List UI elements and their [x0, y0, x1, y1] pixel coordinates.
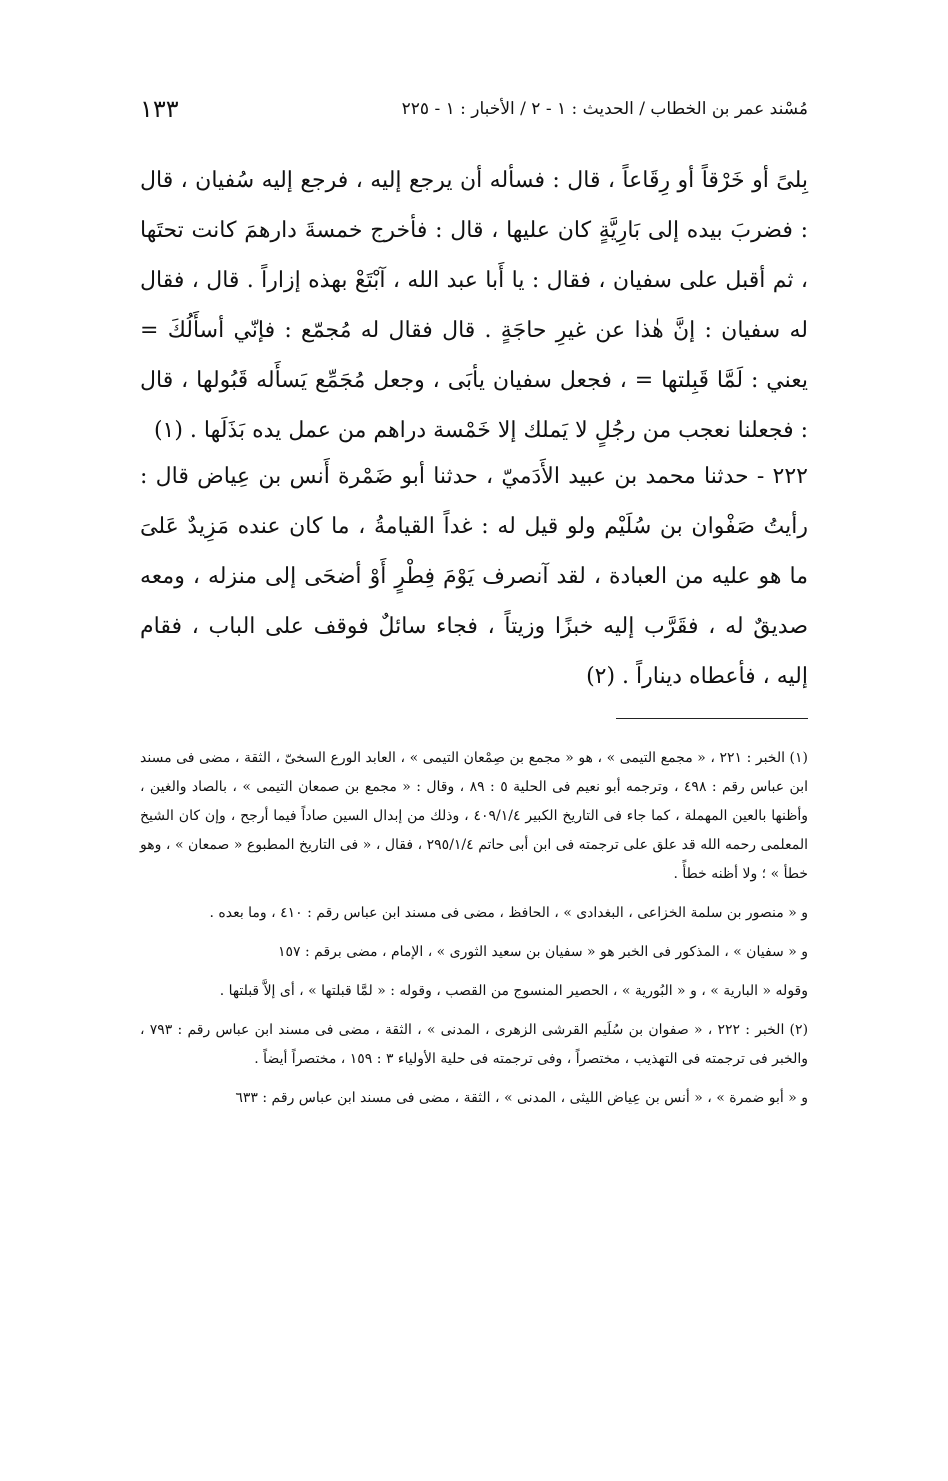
running-head: مُسْند عمر بن الخطاب / الحديث : ١ - ٢ / الأخبار : ١ - ٢٢٥	[401, 99, 808, 119]
main-paragraph-1: بِلىً أو خَرْقاً أو رِقَاعاً ، قال : فسأله أن يرجع إليه ، فرجع إليه سُفيان ، قال : فضربَ بيده إلى بَارِيَّةٍ كان عليها ، قال : فأخرج خمسةَ دارهمَ كانت تحتَها ، ثم أقبل على سفيان ، فقال : يا أَبا عبد الله ، آبْتَعْ بهذه إزاراً . قال ، فقال له سفيان : إنَّ هٰذا عن غيرِ حاجَةٍ . قال فقال له مُجمّع : فإنّي أسأَلُكَ = يعني : لَمَّا قَبِلتها = ، فجعل سفيان يأبَى ، وجعل مُجَمِّع يَسأَله قَبُولها ، قال : فجعلنا نعجب من رجُلٍ لا يَملك إلا خَمْسة دراهم من عمل يده بَذَلَها . (١)	[140, 168, 808, 443]
footnote-1-continuation: و « سفيان » ، المذكور فى الخبر هو « سفيان بن سعيد الثورى » ، الإمام ، مضى برقم : ١٥٧	[277, 944, 808, 960]
footnote-1-continuation: وقوله « البارية » ، و « البُورية » ، الحصير المنسوج من القصب ، وقوله : « لمَّا قبلتها » ، أى إلاَّ قبلتها .	[219, 983, 808, 999]
footnote-2-continuation: و « أبو ضمرة » ، « أنس بن عِياض الليثى ، المدنى » ، الثقة ، مضى فى مسند ابن عباس رقم : ٦٣٣	[235, 1090, 808, 1106]
footnote-1: (١) الخبر : ٢٢١ ، « مجمع التيمى » ، هو « مجمع بن صِمْعان التيمى » ، العابد الورع السخىّ ، الثقة ، مضى فى مسند ابن عباس رقم : ٤٩٨ ، وترجمه أبو نعيم فى الحلية ٥ : ٨٩ ، وقال : « مجمع بن صمعان التيمى » ، بالصاد والغين ، وأظنها بالعين المهملة ، كما جاء فى التاريخ الكبير ٤٠٩/١/٤ ، وذلك من إبدال السين صاداً فيما أرجح ، وإن كان الشيخ المعلمى رحمه الله قد علق على ترجمته فى ابن أبى حاتم ٢٩٥/١/٤ ، فقال ، « فى التاريخ المطبوع « صمعان » ، وهو خطأ » ؛ ولا أظنه خطأً .	[140, 750, 809, 882]
page-header	[140, 92, 808, 126]
footnote-divider	[616, 718, 808, 719]
footnote-2: (٢) الخبر : ٢٢٢ ، « صفوان بن سُلَيم القرشى الزهرى ، المدنى » ، الثقة ، مضى فى مسند ابن عباس رقم : ٧٩٣ ، والخبر فى ترجمته فى التهذيب ، مختصراً ، وفى ترجمته فى حلية الأولياء ٣ : ١٥٩ ، مختصراً أيضاً .	[140, 1022, 809, 1067]
page-number: ١٣٣	[140, 95, 179, 123]
footnote-1-continuation: و « منصور بن سلمة الخزاعى ، البغدادى » ، الحافظ ، مضى فى مسند ابن عباس رقم : ٤١٠ ، وما بعده .	[209, 905, 808, 921]
footnotes	[140, 744, 808, 1123]
main-paragraph-2: ٢٢٢ - حدثنا محمد بن عبيد الأَدَميّ ، حدثنا أبو ضَمْرة أَنس بن عِياض قال : رأيتُ صَفْوان بن سُلَيْم ولو قيل له : غداً القيامةُ ، ما كان عنده مَزِيدٌ عَلىَ ما هو عليه من العبادة ، لقد آنصرف يَوْمَ فِطْرٍ أَوْ أضحَى إلى منزله ، ومعه صديقٌ له ، فقَرَّب إليه خبزًا وزيتاً ، فجاء سائلٌ فوقف على الباب ، فقام إليه ، فأعطاه ديناراً . (٢)	[140, 464, 808, 689]
